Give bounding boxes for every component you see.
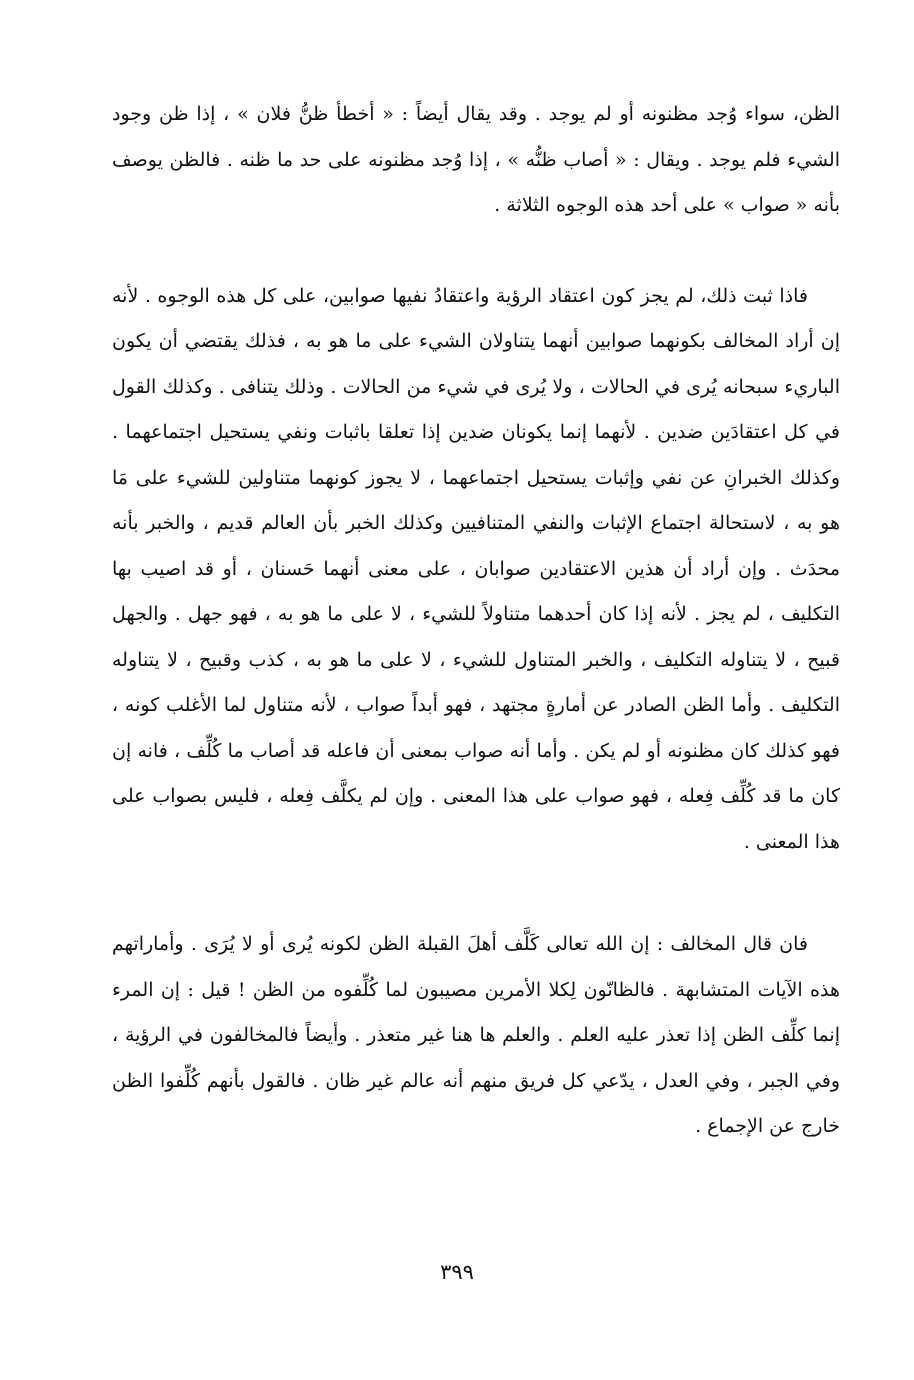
paragraph-2: فاذا ثبت ذلك، لم يجز كون اعتقاد الرؤية واعتقادُ نفيها صوابين، على كل هذه الوجوه . لأنه إن أراد المخالف بكونهما صوابين أنهما يتناولان الشيء على ما هو به ، فذلك يقتضي أن يكون الباريء سبحانه يُرى في الحالات ، ولا يُرى في شيء من الحالات . وذلك يتنافى . وكذلك القول في كل اعتقادَين ضدين . لأنهما إنما يكونان ضدين إذا تعلقا باثبات ونفي يستحيل اجتماعهما . وكذلك الخبرانِ عن نفي وإثبات يستحيل اجتماعهما ، لا يجوز كونهما متناولين للشيء على مَا هو به ، لاستحالة اجتماع الإثبات والنفي المتنافيين وكذلك الخبر بأن العالم قديم ، والخبر بأنه محدَث . وإن أراد أن هذين الاعتقادين صوابان ، على معنى أنهما حَسنان ، أو قد اصيب بها التكليف ، لم يجز . لأنه إذا كان أحدهما متناولاً للشيء ، لا على ما هو به ، فهو جهل . والجهل قبيح ، لا يتناوله التكليف ، والخبر المتناول للشيء ، لا على ما هو به ، كذب وقبيح ، لا يتناوله التكليف . وأما الظن الصادر عن أمارةٍ مجتهد ، فهو أبداً صواب ، لأنه متناول لما الأغلب كونه ، فهو كذلك كان مظنونه أو لم يكن . وأما أنه صواب بمعنى أن فاعله قد أصاب ما كُلِّف ، فانه إن كان ما قد كُلِّف فِعله ، فهو صواب على هذا المعنى . وإن لم يكلَّف فِعله ، فليس بصواب على هذا المعنى . [112, 284, 841, 853]
page-number: ٣٩٩ [440, 1260, 474, 1284]
paragraph-3: فان قال المخالف : إن الله تعالى كَلَّف أهلَ القبلة الظن لكونه يُرى أو لا يُرَى . وأماراتهم هذه الآيات المتشابهة . فالظانّون لِكلا الأمرين مصيبون لما كُلِّفوه من الظن ! قيل : إن المرء إنما كلِّف الظن إذا تعذر عليه العلم . والعلم ها هنا غير متعذر . وأيضاً فالمخالفون في الرؤية ، وفي الجبر ، وفي العدل ، يدّعي كل فريق منهم أنه عالم غير ظان . فالقول بأنهم كُلِّفوا الظن خارج عن الإجماع . [112, 933, 840, 1137]
paragraph-1: الظن، سواء وُجد مظنونه أو لم يوجد . وقد يقال أيضاً : « أخطأ ظنُّ فلان » ، إذا ظن وجود الشيء فلم يوجد . ويقال : « أصاب ظنُّه » ، إذا وُجد مظنونه على حد ما ظنه . فالظن يوصف بأنه « صواب » على أحد هذه الوجوه الثلاثة . [112, 103, 840, 216]
book-page-text [112, 92, 840, 1150]
